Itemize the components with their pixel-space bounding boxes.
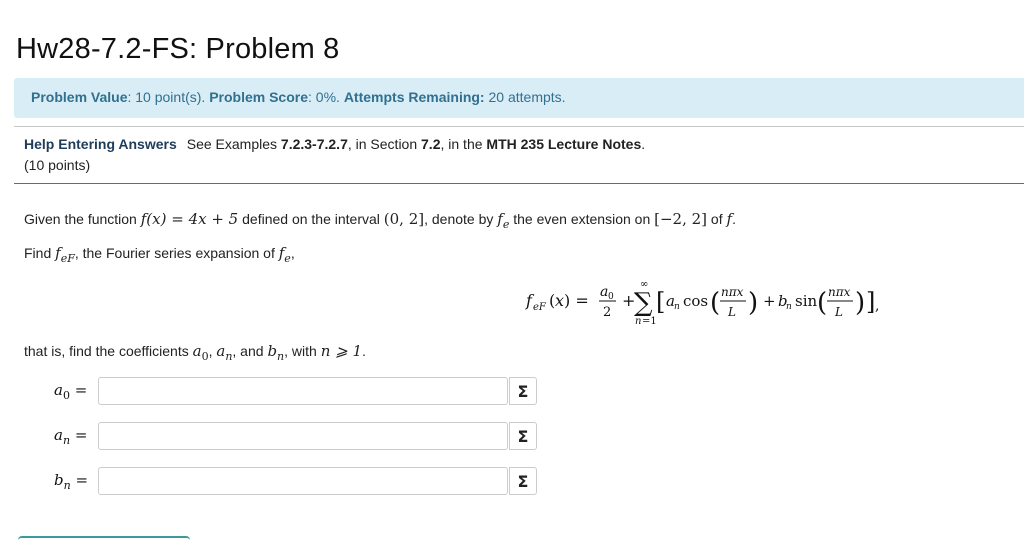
svg-text:[: [ <box>656 288 666 316</box>
fourier-series-formula <box>520 272 920 332</box>
svg-text:+: + <box>622 291 636 310</box>
problem-value-label: Problem Value <box>31 89 128 105</box>
coefficients-statement: that is, find the coefficients $a_0$, $a_n$, and $b_n$, with n ⩾ 1. <box>24 342 366 363</box>
problem-statement: Given the function f(x) = 4x + 5 defined on the interval (0, 2], denote by $f_e$ the even extension on [−2, 2] of f. <box>24 210 736 231</box>
svg-text:) =: ) = <box>564 291 589 310</box>
svg-text:2: 2 <box>603 305 612 320</box>
svg-text:+: + <box>763 292 776 310</box>
svg-text:n: n <box>635 316 642 327</box>
svg-text:(: ( <box>549 291 556 310</box>
function-expression: f(x) = 4x + 5 <box>140 210 239 228</box>
find-statement: Find $f_{eF}$, the Fourier series expansion of $f_e$, <box>24 244 295 265</box>
equation-editor-icon[interactable]: Σ <box>509 467 537 495</box>
help-entering-answers-link[interactable]: Help Entering Answers <box>24 136 177 152</box>
svg-text:n: n <box>674 302 680 312</box>
svg-text:f: f <box>526 291 532 310</box>
answer-input-a0[interactable] <box>98 377 508 405</box>
problem-status-bar <box>14 78 1024 118</box>
svg-text:x: x <box>555 291 565 310</box>
problem-score-label: Problem Score <box>209 89 309 105</box>
submit-button[interactable] <box>18 536 190 548</box>
attempts-remaining: 20 attempts. <box>484 89 566 105</box>
svg-text:]: ] <box>866 288 876 316</box>
divider-bottom <box>14 183 1024 184</box>
answer-input-bn[interactable] <box>98 467 508 495</box>
svg-text:n: n <box>786 302 792 312</box>
svg-text:L: L <box>728 305 736 319</box>
svg-text:eF: eF <box>533 302 546 313</box>
svg-text:cos: cos <box>683 292 709 310</box>
svg-text:0: 0 <box>608 292 614 302</box>
problem-value: : 10 point(s). <box>127 89 210 105</box>
svg-text:a: a <box>666 292 675 310</box>
svg-text:∞: ∞ <box>640 279 649 290</box>
svg-text:(: ( <box>710 288 721 318</box>
svg-text:nπx: nπx <box>828 285 851 299</box>
answer-label-an: $a_n$ = <box>54 426 88 448</box>
svg-text:): ) <box>748 288 759 318</box>
help-text: See Examples 7.2.3-7.2.7, in Section 7.2, in the MTH 235 Lecture Notes. <box>186 136 646 152</box>
svg-text:=1: =1 <box>642 316 657 327</box>
svg-text:L: L <box>835 305 843 319</box>
equation-editor-icon[interactable]: Σ <box>509 422 537 450</box>
svg-text:a: a <box>600 284 609 300</box>
extension-interval: [−2, 2] <box>654 210 708 228</box>
svg-text:nπx: nπx <box>721 285 744 299</box>
answer-label-bn: $b_n$ = <box>54 471 89 493</box>
points-label: (10 points) <box>24 157 91 173</box>
svg-text:(: ( <box>817 288 828 318</box>
svg-text:,: , <box>875 298 880 314</box>
svg-text:b: b <box>778 292 788 310</box>
status-text <box>31 89 566 105</box>
page-title: Hw28-7.2-FS: Problem 8 <box>16 33 340 66</box>
svg-text:): ) <box>855 288 866 318</box>
svg-text:sin: sin <box>795 292 818 310</box>
help-line <box>24 136 645 152</box>
divider-top <box>14 126 1024 127</box>
equation-editor-icon[interactable]: Σ <box>509 377 537 405</box>
svg-text:∑: ∑ <box>634 288 653 318</box>
problem-score: : 0%. <box>308 89 344 105</box>
answer-label-a0: $a_0$ = <box>54 381 88 403</box>
answer-input-an[interactable] <box>98 422 508 450</box>
interval: (0, 2] <box>383 210 425 228</box>
attempts-label: Attempts Remaining: <box>343 89 485 105</box>
